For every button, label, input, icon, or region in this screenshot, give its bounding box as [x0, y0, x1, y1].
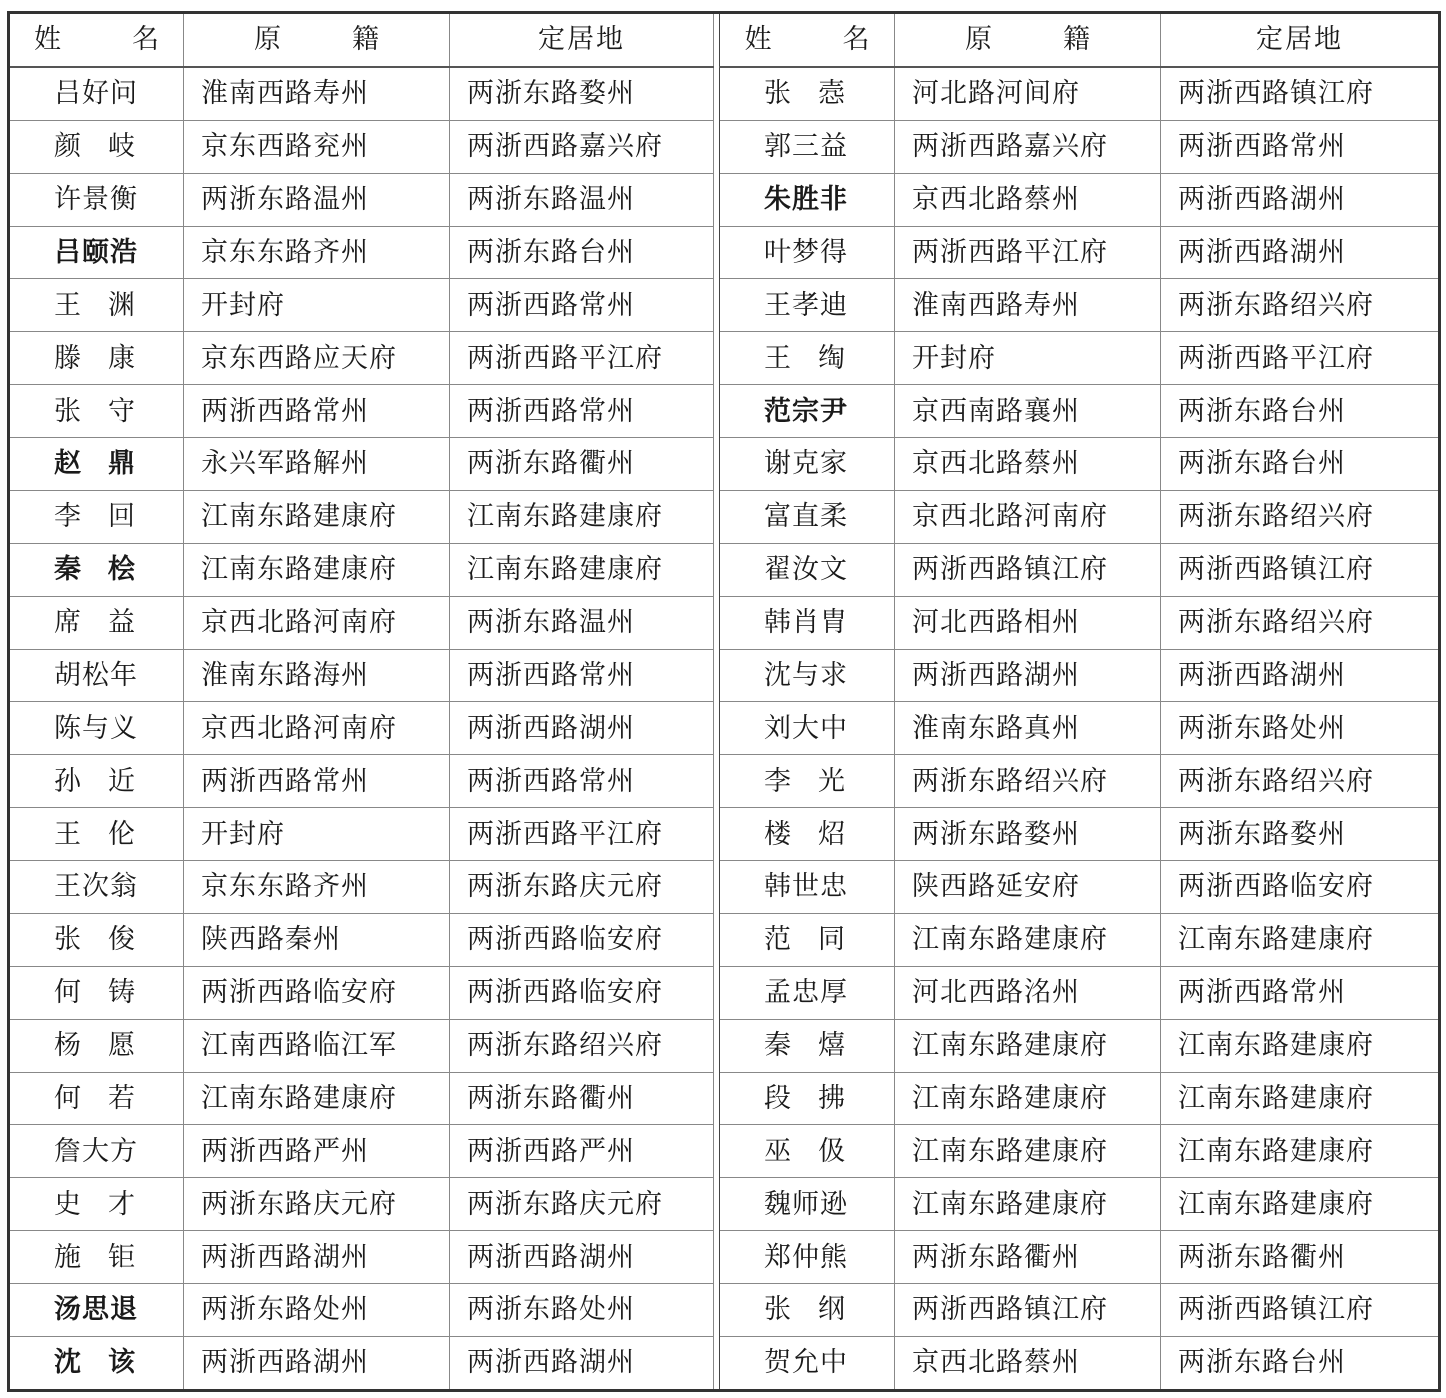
origin-left: 两浙东路庆元府 [184, 1178, 450, 1231]
settle-left: 两浙东路庆元府 [450, 861, 714, 914]
origin-left: 永兴军路解州 [184, 438, 450, 491]
settle-right: 两浙西路湖州 [1161, 226, 1440, 279]
origin-left: 京西北路河南府 [184, 702, 450, 755]
origin-left: 京东西路兖州 [184, 120, 450, 173]
origin-left: 江南东路建康府 [184, 490, 450, 543]
settle-right: 两浙东路台州 [1161, 1336, 1440, 1390]
origin-right: 两浙东路绍兴府 [895, 755, 1161, 808]
person-name-right: 刘大中 [720, 702, 895, 755]
settle-left: 两浙西路湖州 [450, 1336, 714, 1390]
table-row [9, 966, 1440, 1019]
person-name-right: 王 绹 [720, 332, 895, 385]
settle-left: 两浙东路温州 [450, 173, 714, 226]
person-name-right: 段 拂 [720, 1072, 895, 1125]
table-row [9, 1336, 1440, 1390]
person-name-right: 郭三益 [720, 120, 895, 173]
origin-right: 两浙西路湖州 [895, 649, 1161, 702]
origin-left: 京东东路齐州 [184, 226, 450, 279]
settle-right: 两浙西路镇江府 [1161, 67, 1440, 120]
origin-left: 开封府 [184, 808, 450, 861]
origin-right: 两浙东路衢州 [895, 1231, 1161, 1284]
settle-left: 两浙东路婺州 [450, 67, 714, 120]
settle-left: 两浙西路常州 [450, 279, 714, 332]
person-name-left: 李 回 [9, 490, 184, 543]
header-name-right: 姓 名 [720, 13, 895, 67]
table-row [9, 861, 1440, 914]
table-row [9, 385, 1440, 438]
origin-right: 江南东路建康府 [895, 913, 1161, 966]
settle-right: 两浙西路湖州 [1161, 173, 1440, 226]
origin-left: 两浙西路常州 [184, 385, 450, 438]
settle-right: 两浙西路镇江府 [1161, 543, 1440, 596]
origin-right: 两浙东路婺州 [895, 808, 1161, 861]
origin-right: 京西北路蔡州 [895, 1336, 1161, 1390]
person-name-left: 颜 岐 [9, 120, 184, 173]
origin-right: 开封府 [895, 332, 1161, 385]
header-name-left: 姓 名 [9, 13, 184, 67]
origin-left: 开封府 [184, 279, 450, 332]
settle-left: 两浙西路嘉兴府 [450, 120, 714, 173]
settle-right: 两浙西路平江府 [1161, 332, 1440, 385]
person-name-left: 许景衡 [9, 173, 184, 226]
table-row [9, 913, 1440, 966]
person-name-left: 施 钜 [9, 1231, 184, 1284]
origin-left: 江南东路建康府 [184, 1072, 450, 1125]
origin-left: 京东西路应天府 [184, 332, 450, 385]
settle-left: 两浙西路常州 [450, 385, 714, 438]
person-name-right: 孟忠厚 [720, 966, 895, 1019]
person-name-left: 王 伦 [9, 808, 184, 861]
person-name-right: 朱胜非 [720, 173, 895, 226]
table-row [9, 649, 1440, 702]
settle-right: 两浙西路常州 [1161, 120, 1440, 173]
person-name-right: 韩肖胄 [720, 596, 895, 649]
officials-table [7, 11, 1441, 1392]
table-row [9, 332, 1440, 385]
person-name-left: 陈与义 [9, 702, 184, 755]
settle-left: 两浙东路处州 [450, 1284, 714, 1337]
person-name-right: 巫 伋 [720, 1125, 895, 1178]
header-origin-right: 原 籍 [895, 13, 1161, 67]
table-row [9, 543, 1440, 596]
settle-left: 两浙西路湖州 [450, 702, 714, 755]
origin-right: 江南东路建康府 [895, 1019, 1161, 1072]
table-row [9, 120, 1440, 173]
origin-left: 京东东路齐州 [184, 861, 450, 914]
person-name-left: 胡松年 [9, 649, 184, 702]
settle-left: 江南东路建康府 [450, 543, 714, 596]
origin-right: 河北西路相州 [895, 596, 1161, 649]
table-row [9, 226, 1440, 279]
origin-right: 河北西路洺州 [895, 966, 1161, 1019]
settle-right: 江南东路建康府 [1161, 1125, 1440, 1178]
person-name-right: 富直柔 [720, 490, 895, 543]
table-row [9, 808, 1440, 861]
header-origin-left: 原 籍 [184, 13, 450, 67]
origin-left: 淮南东路海州 [184, 649, 450, 702]
settle-left: 两浙东路衢州 [450, 438, 714, 491]
table-row [9, 1284, 1440, 1337]
header-settle-left: 定居地 [450, 13, 714, 67]
origin-right: 两浙西路镇江府 [895, 543, 1161, 596]
person-name-right: 张 纲 [720, 1284, 895, 1337]
settle-left: 两浙东路衢州 [450, 1072, 714, 1125]
person-name-right: 魏师逊 [720, 1178, 895, 1231]
person-name-right: 韩世忠 [720, 861, 895, 914]
table-row [9, 490, 1440, 543]
table-row [9, 438, 1440, 491]
settle-right: 两浙西路常州 [1161, 966, 1440, 1019]
person-name-left: 孙 近 [9, 755, 184, 808]
person-name-right: 王孝迪 [720, 279, 895, 332]
person-name-left: 詹大方 [9, 1125, 184, 1178]
origin-left: 两浙西路常州 [184, 755, 450, 808]
settle-right: 两浙西路镇江府 [1161, 1284, 1440, 1337]
person-name-left: 沈 该 [9, 1336, 184, 1390]
settle-left: 两浙西路平江府 [450, 332, 714, 385]
person-name-right: 沈与求 [720, 649, 895, 702]
person-name-right: 范宗尹 [720, 385, 895, 438]
settle-left: 两浙西路湖州 [450, 1231, 714, 1284]
person-name-right: 范 同 [720, 913, 895, 966]
person-name-left: 王次翁 [9, 861, 184, 914]
table-row [9, 67, 1440, 120]
person-name-left: 杨 愿 [9, 1019, 184, 1072]
person-name-right: 翟汝文 [720, 543, 895, 596]
person-name-left: 张 俊 [9, 913, 184, 966]
settle-right: 两浙东路婺州 [1161, 808, 1440, 861]
header-settle-right: 定居地 [1161, 13, 1440, 67]
origin-right: 河北路河间府 [895, 67, 1161, 120]
settle-left: 两浙西路临安府 [450, 913, 714, 966]
person-name-left: 席 益 [9, 596, 184, 649]
person-name-left: 何 铸 [9, 966, 184, 1019]
origin-left: 两浙东路处州 [184, 1284, 450, 1337]
settle-left: 两浙西路常州 [450, 755, 714, 808]
table-row [9, 596, 1440, 649]
settle-right: 两浙东路处州 [1161, 702, 1440, 755]
table-row [9, 1019, 1440, 1072]
table-row [9, 279, 1440, 332]
settle-right: 两浙东路绍兴府 [1161, 279, 1440, 332]
origin-right: 京西南路襄州 [895, 385, 1161, 438]
table-row [9, 1125, 1440, 1178]
origin-left: 两浙西路湖州 [184, 1231, 450, 1284]
settle-left: 两浙西路常州 [450, 649, 714, 702]
origin-right: 京西北路河南府 [895, 490, 1161, 543]
origin-left: 淮南西路寿州 [184, 67, 450, 120]
origin-left: 江南西路临江军 [184, 1019, 450, 1072]
settle-right: 两浙西路湖州 [1161, 649, 1440, 702]
person-name-left: 何 若 [9, 1072, 184, 1125]
person-name-left: 秦 桧 [9, 543, 184, 596]
table-row [9, 755, 1440, 808]
person-name-right: 张 悫 [720, 67, 895, 120]
origin-right: 江南东路建康府 [895, 1125, 1161, 1178]
origin-right: 京西北路蔡州 [895, 438, 1161, 491]
header-row [9, 13, 1440, 67]
person-name-left: 滕 康 [9, 332, 184, 385]
person-name-left: 史 才 [9, 1178, 184, 1231]
person-name-right: 楼 炤 [720, 808, 895, 861]
origin-right: 江南东路建康府 [895, 1072, 1161, 1125]
person-name-left: 赵 鼎 [9, 438, 184, 491]
settle-left: 两浙东路庆元府 [450, 1178, 714, 1231]
settle-left: 两浙西路严州 [450, 1125, 714, 1178]
settle-left: 江南东路建康府 [450, 490, 714, 543]
settle-right: 两浙东路绍兴府 [1161, 596, 1440, 649]
person-name-right: 叶梦得 [720, 226, 895, 279]
origin-left: 两浙东路温州 [184, 173, 450, 226]
origin-left: 江南东路建康府 [184, 543, 450, 596]
settle-right: 两浙东路绍兴府 [1161, 490, 1440, 543]
origin-right: 淮南东路真州 [895, 702, 1161, 755]
settle-right: 两浙东路绍兴府 [1161, 755, 1440, 808]
origin-left: 两浙西路严州 [184, 1125, 450, 1178]
origin-right: 京西北路蔡州 [895, 173, 1161, 226]
person-name-left: 汤思退 [9, 1284, 184, 1337]
origin-left: 两浙西路湖州 [184, 1336, 450, 1390]
table-row [9, 173, 1440, 226]
settle-left: 两浙东路温州 [450, 596, 714, 649]
settle-right: 两浙东路台州 [1161, 438, 1440, 491]
person-name-right: 李 光 [720, 755, 895, 808]
person-name-right: 秦 熺 [720, 1019, 895, 1072]
origin-left: 两浙西路临安府 [184, 966, 450, 1019]
table-row [9, 1072, 1440, 1125]
table-row [9, 1178, 1440, 1231]
settle-right: 江南东路建康府 [1161, 913, 1440, 966]
person-name-right: 贺允中 [720, 1336, 895, 1390]
settle-right: 江南东路建康府 [1161, 1019, 1440, 1072]
person-name-left: 王 渊 [9, 279, 184, 332]
origin-right: 陕西路延安府 [895, 861, 1161, 914]
origin-right: 两浙西路平江府 [895, 226, 1161, 279]
person-name-left: 张 守 [9, 385, 184, 438]
origin-right: 两浙西路嘉兴府 [895, 120, 1161, 173]
settle-right: 两浙东路台州 [1161, 385, 1440, 438]
person-name-right: 郑仲熊 [720, 1231, 895, 1284]
table-row [9, 1231, 1440, 1284]
settle-left: 两浙东路台州 [450, 226, 714, 279]
table-body [9, 13, 1440, 1391]
settle-left: 两浙东路绍兴府 [450, 1019, 714, 1072]
person-name-left: 吕好问 [9, 67, 184, 120]
settle-left: 两浙西路临安府 [450, 966, 714, 1019]
origin-left: 陕西路秦州 [184, 913, 450, 966]
settle-right: 两浙东路衢州 [1161, 1231, 1440, 1284]
settle-right: 江南东路建康府 [1161, 1072, 1440, 1125]
origin-right: 两浙西路镇江府 [895, 1284, 1161, 1337]
table-row [9, 702, 1440, 755]
person-name-right: 谢克家 [720, 438, 895, 491]
origin-right: 江南东路建康府 [895, 1178, 1161, 1231]
settle-right: 江南东路建康府 [1161, 1178, 1440, 1231]
settle-left: 两浙西路平江府 [450, 808, 714, 861]
origin-right: 淮南西路寿州 [895, 279, 1161, 332]
origin-left: 京西北路河南府 [184, 596, 450, 649]
person-name-left: 吕颐浩 [9, 226, 184, 279]
settle-right: 两浙西路临安府 [1161, 861, 1440, 914]
